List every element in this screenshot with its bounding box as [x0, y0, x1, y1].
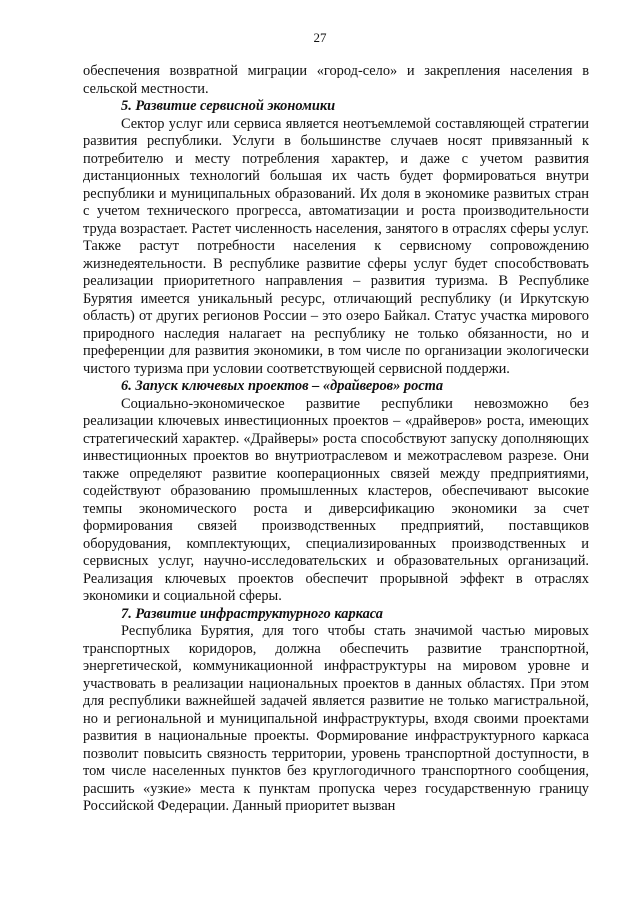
intro-paragraph: обеспечения возвратной миграции «город-село» и закрепления населения в сельской местности. [83, 63, 589, 97]
page-number: 27 [313, 30, 327, 45]
document-body [83, 63, 589, 816]
section-paragraph-key-projects: Социально-экономическое развитие республики невозможно без реализации ключевых инвестиционных проектов – «драйверов» роста, имеющих стратегический характер. «Драйверы» роста способствуют запуску дополняющих инвестиционных проектов во внутриотраслевом и межотраслевом разрезе. Они также определяют развитие кооперационных связей между предприятиями, содействуют образованию промышленных кластеров, обеспечивают высокие темпы экономического роста и диверсификацию экономики за счет формирования связей производственных предприятий, поставщиков оборудования, комплектующих, специализированных производственных и сервисных услуг, научно-исследовательских и образовательных организаций. Реализация ключевых проектов обеспечит прорывной эффект в отраслях экономики и социальной сферы. [83, 395, 589, 604]
section-paragraph-infrastructure: Республика Бурятия, для того чтобы стать значимой частью мировых транспортных коридоров, должна обеспечить развитие транспортной, энергетической, коммуникационной инфраструктуры на мировом уровне и участвовать в реализации национальных проектов в данных областях. При этом для республики важнейшей задачей является развитие не только магистральной, но и региональной и муниципальной инфраструктуры, входя своими проектами развития в национальные проекты. Формирование инфраструктурного каркаса позволит повысить связность территории, уровень транспортной доступности, в том числе населенных пунктов без круглогодичного транспортного сообщения, расшить «узкие» места к пунктам пропуска через государственную границу Российской Федерации. Данный приоритет вызван [83, 623, 589, 814]
section-heading-service-economy: 5. Развитие сервисной экономики [121, 98, 336, 114]
section-heading-key-projects: 6. Запуск ключевых проектов – «драйверов» роста [121, 378, 444, 394]
section-paragraph-service-economy: Сектор услуг или сервиса является неотъемлемой составляющей стратегии развития республики. Услуги в большинстве случаев носят привязанный к потребителю и месту потребления характер, и даже с учетом развития дистанционных технологий большая их часть будет формироваться внутри республики и муниципальных образований. Их доля в экономике развитых стран с учетом технического прогресса, автоматизации и роста производительности труда возрастает. Растет численность населения, занятого в отраслях сферы услуг. Также растут потребности населения к сервисному сопровождению жизнедеятельности. В республике развитие сферы услуг будет способствовать реализации приоритетного направления – развития туризма. В Республике Бурятия имеется уникальный ресурс, отличающий республику (и Иркутскую область) от других регионов России – это озеро Байкал. Статус участка мирового природного наследия налагает на республику не только обязанности, но и преференции для развития экономики, в том числе по организации экологически чистого туризма при условии соответствующей сервисной поддержи. [83, 115, 589, 377]
section-heading-infrastructure: 7. Развитие инфраструктурного каркаса [121, 605, 384, 622]
